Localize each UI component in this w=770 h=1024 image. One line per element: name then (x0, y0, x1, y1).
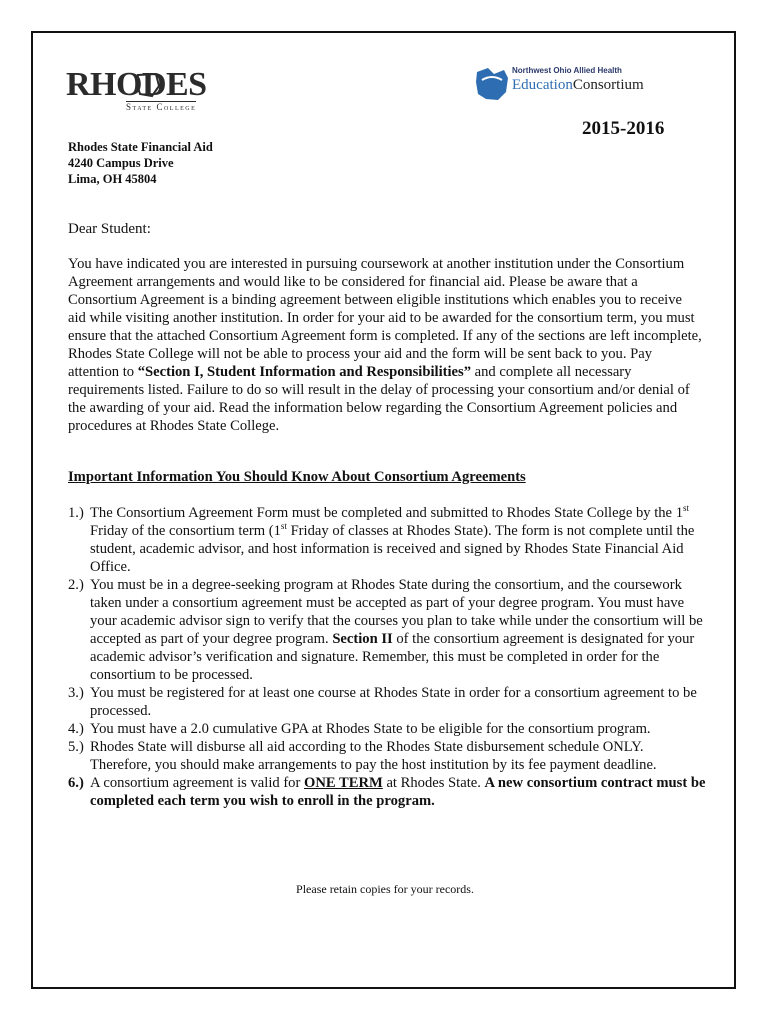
section-one-reference: “Section I, Student Information and Responsibilities” (137, 364, 471, 380)
list-item-number: 4.) (68, 721, 84, 737)
one-term-emphasis: ONE TERM (304, 775, 383, 791)
list-item: 3.) You must be registered for at least one course at Rhodes State in order for a consortium agreement to be processed. (68, 685, 697, 719)
list-item: 2.) You must be in a degree-seeking program at Rhodes State during the consortium, and the coursework taken under a consortium agreement must be accepted as part of your degree program. You must have your academic advisor sign to verify that the courses you plan to take while under the consortium will be accepted as part of your degree program. Section II of the consortium agreement is designated for your academic advisor’s verification and signature. Remember, this must be completed in order for the consortium to be processed. (68, 577, 703, 683)
list-item-number: 2.) (68, 577, 84, 593)
consortium-logo (474, 66, 674, 106)
rhodes-state-logo (66, 66, 216, 112)
academic-year: 2015-2016 (582, 118, 665, 139)
address-line: Rhodes State Financial Aid (68, 140, 213, 154)
list-item-number: 1.) (68, 505, 84, 521)
intro-paragraph: You have indicated you are interested in pursuing coursework at another institution under the Consortium Agreement arrangements and would like to be considered for financial aid. Please be aware that a Consortium Agreement is a binding agreement between eligible institutions which enables you to receive aid while visiting another institution. In order for your aid to be awarded for the consortium term, you must ensure that the attached Consortium Agreement form is completed. If any of the sections are left incomplete, Rhodes State College will not be able to process your aid and the form will be sent back to you. Pay attention to “Section I, Student Information and Responsibilities” and complete all necessary requirements listed. Failure to do so will result in the delay of processing your consortium and/or denial of the awarding of your aid. Read the information below regarding the Consortium Agreement policies and procedures at Rhodes State College. (68, 256, 702, 434)
list-item-number: 6.) (68, 775, 84, 791)
consortium-logo-wordmark: EducationConsortium (512, 77, 644, 93)
salutation: Dear Student: (68, 221, 151, 237)
office-address (68, 139, 213, 187)
rhodes-logo-subtitle: State College (126, 102, 197, 112)
address-line: Lima, OH 45804 (68, 172, 157, 186)
list-item-number: 5.) (68, 739, 84, 755)
list-item: 4.) You must have a 2.0 cumulative GPA at Rhodes State to be eligible for the consortium program. (68, 721, 651, 737)
address-line: 4240 Campus Drive (68, 156, 174, 170)
ohio-map-icon (474, 66, 510, 104)
ohio-state-outline-icon (134, 72, 162, 98)
consortium-logo-tagline: Northwest Ohio Allied Health (512, 66, 622, 75)
section-heading: Important Information You Should Know About Consortium Agreements (68, 469, 526, 485)
list-item-number: 3.) (68, 685, 84, 701)
rhodes-logo-wordmark: RHODES (66, 66, 207, 103)
list-item: 6.) A consortium agreement is valid for ONE TERM at Rhodes State. A new consortium contract must be completed each term you wish to enroll in the program. (68, 775, 706, 809)
list-item: 5.) Rhodes State will disburse all aid according to the Rhodes State disbursement schedule ONLY. Therefore, you should make arrangements to pay the host institution by its fee payment deadline. (68, 739, 657, 773)
footer-note: Please retain copies for your records. (296, 882, 474, 896)
list-item: 1.) The Consortium Agreement Form must be completed and submitted to Rhodes State College by the 1st Friday of the consortium term (1st Friday of classes at Rhodes State). The form is not complete until the student, academic advisor, and host information is received and signed by Rhodes State Financial Aid Office. (68, 503, 695, 575)
requirements-list (68, 504, 708, 810)
